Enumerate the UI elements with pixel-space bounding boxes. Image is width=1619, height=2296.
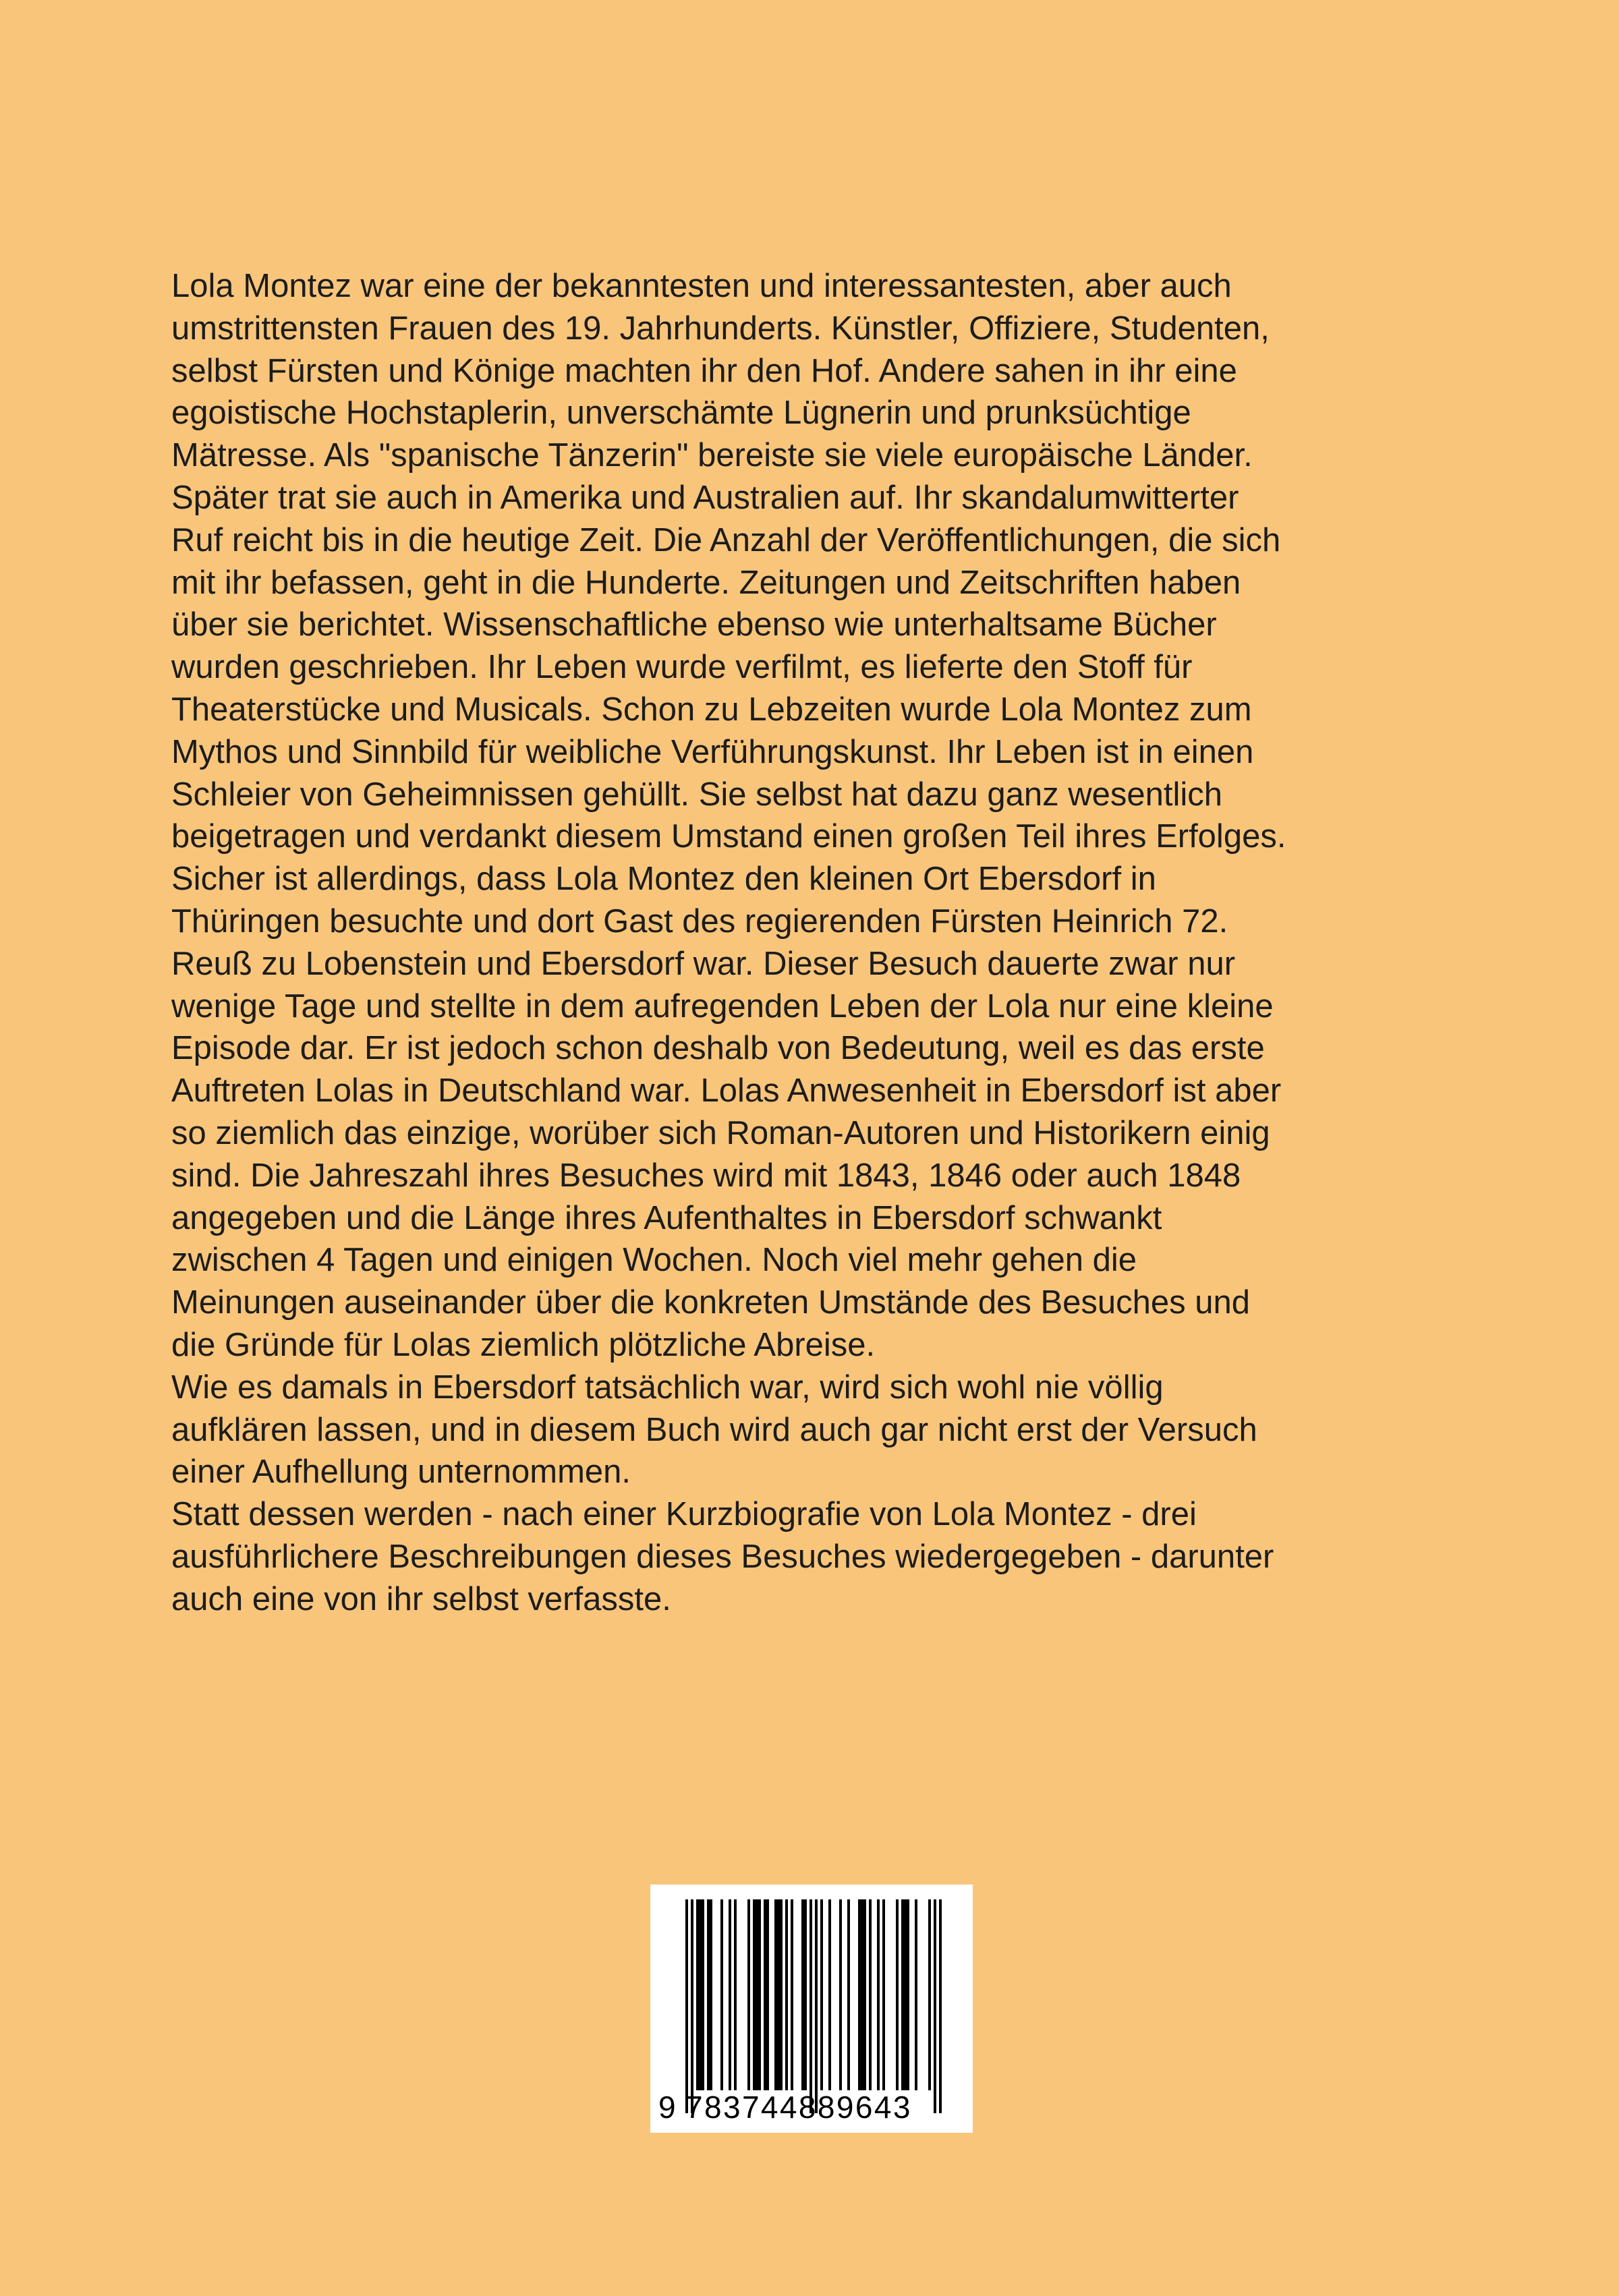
barcode-bar [896, 1899, 899, 2090]
barcode-bar [734, 1899, 737, 2090]
blurb-line: zwischen 4 Tagen und einigen Wochen. Noch viel mehr gehen die [171, 1242, 1137, 1279]
blurb-line: Mätresse. Als "spanische Tänzerin" bereiste sie viele europäische Länder. [171, 437, 1253, 474]
barcode-bar [882, 1899, 885, 2090]
blurb-line: Schleier von Geheimnissen gehüllt. Sie selbst hat dazu ganz wesentlich [171, 776, 1222, 813]
blurb-line: Meinungen auseinander über die konkreten Umstände des Besuches und [171, 1284, 1251, 1321]
barcode-bar [747, 1899, 750, 2090]
isbn-rest-digits: 783744889643 [685, 2090, 912, 2125]
barcode-bar [915, 1899, 917, 2090]
barcode-bar [839, 1899, 842, 2090]
barcode-bar [764, 1899, 766, 2090]
barcode-bar [702, 1899, 704, 2090]
blurb-text [171, 265, 1494, 1621]
blurb-line: Später trat sie auch in Amerika und Australien auf. Ihr skandalumwitterter [171, 479, 1239, 516]
blurb-line: Auftreten Lolas in Deutschland war. Lolas Anwesenheit in Ebersdorf ist aber [171, 1072, 1282, 1110]
blurb-line: ausführlichere Beschreibungen dieses Besuches wiedergegeben - darunter [171, 1538, 1274, 1575]
barcode-bar [785, 1899, 788, 2090]
isbn-barcode [650, 1885, 973, 2133]
barcode-bar [780, 1899, 783, 2090]
barcode-bar [791, 1899, 793, 2090]
barcode-bar [774, 1899, 777, 2090]
barcode-bar [766, 1899, 769, 2090]
blurb-line: wenige Tage und stellte in dem aufregenden Leben der Lola nur eine kleine [171, 987, 1274, 1025]
barcode-bar [828, 1899, 831, 2090]
blurb-line: selbst Fürsten und Könige machten ihr den Hof. Andere sahen in ihr eine [171, 352, 1237, 389]
barcode-guard-bar [691, 1899, 693, 2113]
barcode-bar [901, 1899, 904, 2090]
barcode-bar [861, 1899, 863, 2090]
isbn-number [658, 2090, 965, 2124]
barcode-bar [820, 1899, 823, 2090]
barcode-bar [699, 1899, 702, 2090]
blurb-line: so ziemlich das einzige, worüber sich Roman-Autoren und Historikern einig [171, 1114, 1270, 1151]
blurb-line: umstrittensten Frauen des 19. Jahrhunderts. Künstler, Offiziere, Studenten, [171, 310, 1270, 347]
barcode-guard-bar [934, 1899, 936, 2113]
blurb-line: Sicher ist allerdings, dass Lola Montez den kleinen Ort Ebersdorf in [171, 861, 1156, 898]
blurb-line: Ruf reicht bis in die heutige Zeit. Die Anzahl der Veröffentlichungen, die sich [171, 521, 1281, 558]
blurb-line: Theaterstücke und Musicals. Schon zu Lebzeiten wurde Lola Montez zum [171, 691, 1252, 728]
barcode-bar [758, 1899, 761, 2090]
blurb-line: mit ihr befassen, geht in die Hunderte. Zeitungen und Zeitschriften haben [171, 564, 1241, 601]
blurb-line: sind. Die Jahreszahl ihres Besuches wird mit 1843, 1846 oder auch 1848 [171, 1157, 1241, 1194]
blurb-line: aufklären lassen, und in diesem Buch wird auch gar nicht erst der Versuch [171, 1411, 1257, 1448]
barcode-bar [907, 1899, 909, 2090]
barcode-bar [756, 1899, 758, 2090]
blurb-line: Episode dar. Er ist jedoch schon deshalb von Bedeutung, weil es das erste [171, 1030, 1265, 1067]
barcode-bar [877, 1899, 880, 2090]
barcode-bar [804, 1899, 807, 2090]
barcode-bar [863, 1899, 866, 2090]
barcode-bar [801, 1899, 804, 2090]
blurb-line: die Gründe für Lolas ziemlich plötzliche Abreise. [171, 1326, 876, 1363]
blurb-line: über sie berichtet. Wissenschaftliche ebenso wie unterhaltsame Bücher [171, 606, 1217, 643]
blurb-line: einer Aufhellung unternommen. [171, 1454, 631, 1491]
barcode-bar [753, 1899, 756, 2090]
barcode-guard-bar [810, 1899, 812, 2113]
barcode-bar [720, 1899, 723, 2090]
blurb-line: Statt dessen werden - nach einer Kurzbiografie von Lola Montez - drei [171, 1496, 1197, 1533]
barcode-bar [858, 1899, 861, 2090]
barcode-bar [710, 1899, 712, 2090]
barcode-bar [869, 1899, 872, 2090]
blurb-line: Thüringen besuchte und dort Gast des regierenden Fürsten Heinrich 72. [171, 902, 1228, 940]
blurb-line: wurden geschrieben. Ihr Leben wurde verfilmt, es lieferte den Stoff für [171, 649, 1193, 686]
barcode-bar [696, 1899, 699, 2090]
blurb-line: Wie es damals in Ebersdorf tatsächlich war, wird sich wohl nie völlig [171, 1369, 1164, 1406]
blurb-line: Reuß zu Lobenstein und Ebersdorf war. Dieser Besuch dauerte zwar nur [171, 945, 1236, 982]
isbn-lead-digit: 9 [658, 2090, 676, 2125]
blurb-line: Lola Montez war eine der bekanntesten und interessantesten, aber auch [171, 268, 1232, 304]
blurb-line: auch eine von ihr selbst verfasste. [171, 1580, 671, 1617]
barcode-guard-bar [685, 1899, 688, 2113]
barcode-bar [707, 1899, 710, 2090]
blurb-line: beigetragen und verdankt diesem Umstand einen großen Teil ihres Erfolges. [171, 818, 1286, 855]
barcode-guard-bar [939, 1899, 942, 2113]
barcode-bar [729, 1899, 731, 2090]
barcode-guard-bar [815, 1899, 818, 2113]
barcode-bar [777, 1899, 780, 2090]
barcode-bar [847, 1899, 850, 2090]
barcode-bar [928, 1899, 931, 2090]
blurb-line: Mythos und Sinnbild für weibliche Verführungskunst. Ihr Leben ist in einen [171, 733, 1254, 770]
blurb-line: egoistische Hochstaplerin, unverschämte Lügnerin und prunksüchtige [171, 395, 1191, 432]
blurb-line: angegeben und die Länge ihres Aufenthaltes in Ebersdorf schwankt [171, 1199, 1162, 1236]
barcode-bar [904, 1899, 907, 2090]
